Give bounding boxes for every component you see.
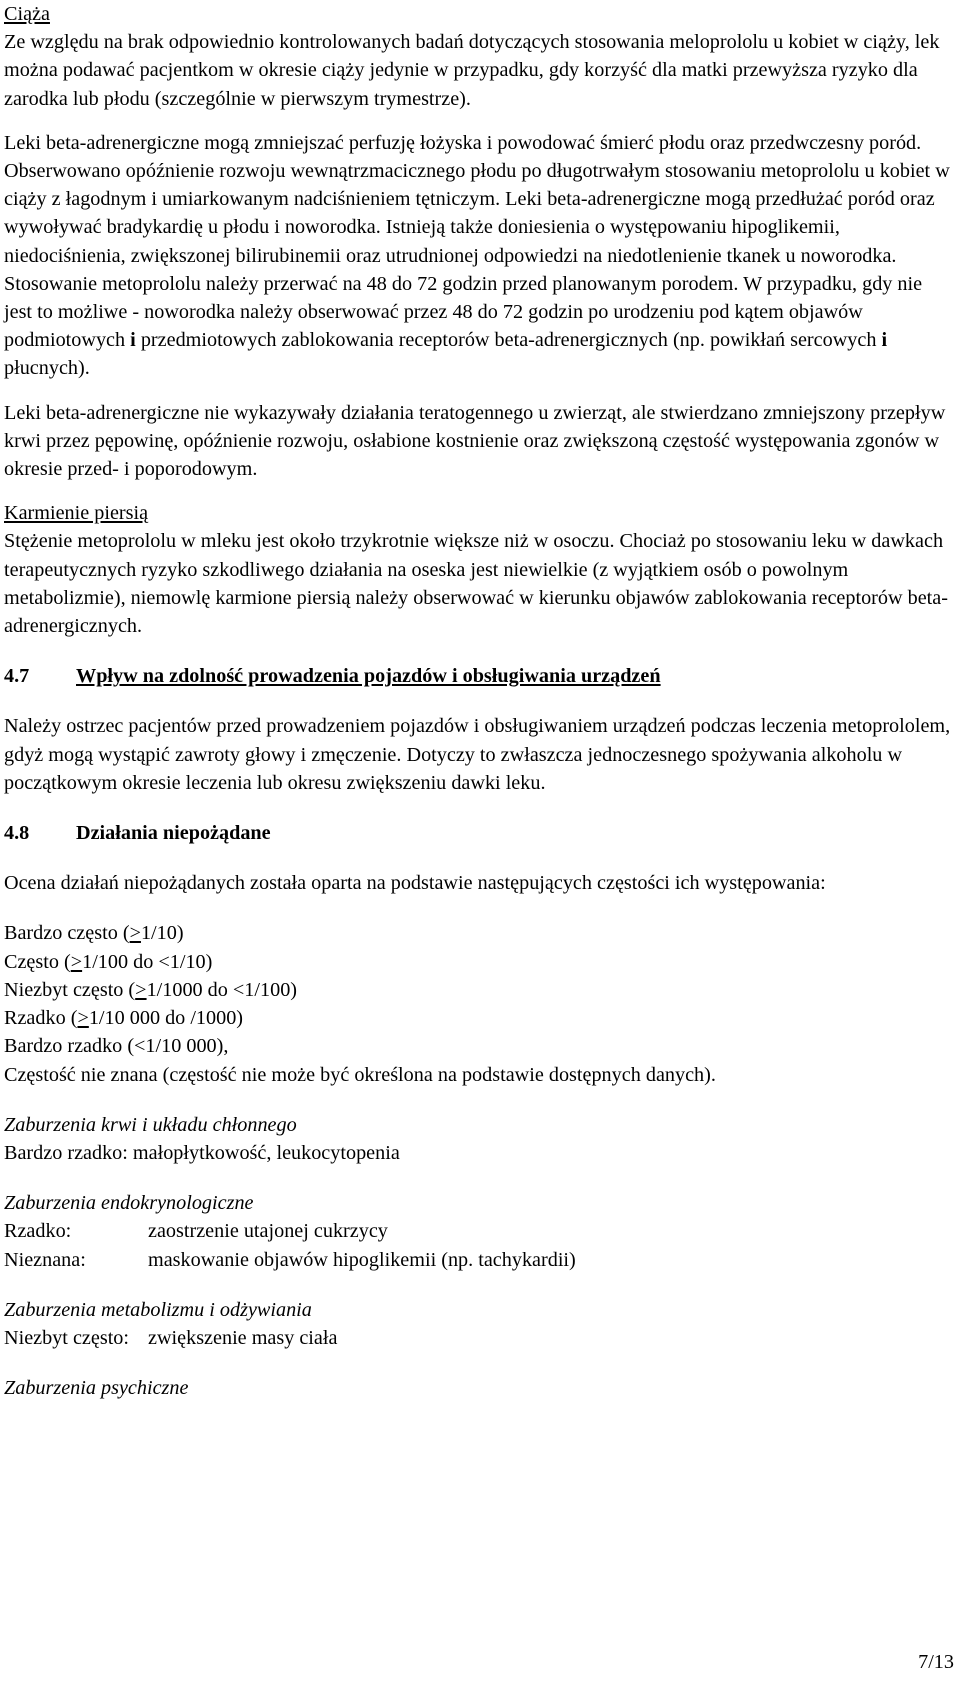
frequency-symbol: > — [135, 978, 147, 1001]
pregnancy-p2-bold-i-1: i — [130, 329, 136, 352]
frequency-label: Niezbyt często ( — [4, 978, 136, 1001]
frequency-label: Rzadko ( — [4, 1007, 78, 1030]
section-4-8-number: 4.8 — [4, 822, 30, 845]
pregnancy-p2-part-b: Obserwowano opóźnienie rozwoju wewnątrzmacicznego płodu po długotrwałym stosowaniu metoprololu u kobiet w ciąży z łagodnym i umiarkowanym nadciśnieniem tętniczym. Leki beta-adrenergiczne mogą przedłużać poród oraz wywoływać bradykardię u płodu i noworodka. Istnieją także doniesienia o występowaniu hipoglikemii, niedociśnienia, zwiększonej bilirubinemii oraz utrudnionej odpowiedzi na niedotlenienie tkanek u noworodka. Stosowanie metoprololu należy przerwać na 48 do 72 godzin przed planowanym porodem. W przypadku, gdy nie jest to możliwe - noworodka należy obserwować przez 48 do 72 godzin po urodzeniu pod kątem objawów podmiotowych — [4, 160, 950, 352]
endocrine-effect: zaostrzenie utajonej cukrzycy — [148, 1220, 388, 1243]
endocrine-row — [4, 1217, 952, 1245]
page-number: 7/13 — [918, 1651, 954, 1673]
metabolism-heading: Zaburzenia metabolizmu i odżywiania — [4, 1298, 312, 1321]
frequency-item — [4, 976, 952, 1004]
blood-heading: Zaburzenia krwi i układu chłonnego — [4, 1113, 297, 1136]
frequency-label: Często ( — [4, 950, 71, 973]
section-4-8-title: Działania niepożądane — [76, 822, 271, 845]
frequency-item — [4, 1004, 952, 1032]
pregnancy-p2-part-c: przedmiotowych zablokowania receptorów beta-adrenergicznych (np. powikłań sercowych — [135, 329, 882, 352]
frequency-range: 1/1000 do <1/100) — [146, 978, 298, 1001]
pregnancy-paragraph-2 — [4, 129, 952, 383]
psychiatric-heading: Zaburzenia psychiczne — [4, 1377, 189, 1400]
blood-line: Bardzo rzadko: małopłytkowość, leukocytopenia — [4, 1141, 400, 1164]
section-4-8-intro: Ocena działań niepożądanych została oparta na podstawie następujących częstości ich występowania: — [4, 872, 826, 895]
pregnancy-paragraph-3: Leki beta-adrenergiczne nie wykazywały działania teratogennego u zwierząt, ale stwierdzano zmniejszony przepływ krwi przez pępowinę, opóźnienie rozwoju, osłabione kostnienie oraz zwiększoną częstość występowania zgonów w okresie przed- i poporodowym. — [4, 401, 946, 481]
frequency-symbol: > — [77, 1007, 89, 1030]
endocrine-effect: maskowanie objawów hipoglikemii (np. tachykardii) — [148, 1248, 576, 1271]
frequency-item — [4, 1032, 952, 1060]
frequency-item — [4, 948, 952, 976]
frequency-label: Częstość nie znana (częstość nie może być określona na podstawie dostępnych danych). — [4, 1063, 716, 1086]
frequency-item — [4, 1061, 952, 1089]
frequency-label: Bardzo często ( — [4, 922, 130, 945]
pregnancy-p2-bold-i-2: i — [881, 329, 888, 352]
frequency-range: 1/100 do <1/10) — [82, 950, 213, 973]
frequency-list — [4, 919, 952, 1088]
metabolism-effect: zwiększenie masy ciała — [148, 1326, 338, 1349]
endocrine-row — [4, 1246, 952, 1274]
section-4-7-heading — [4, 662, 952, 690]
endocrine-frequency: Nieznana: — [4, 1248, 86, 1271]
breastfeeding-paragraph: Stężenie metoprololu w mleku jest około trzykrotnie większe niż w osoczu. Chociaż po stosowaniu leku w dawkach terapeutycznych ryzyko szkodliwego działania na oseska jest niewielkie (z wyjątkiem osób o powolnym metabolizmie), niemowlę karmione piersią należy obserwować w kierunku objawów zablokowania receptorów beta-adrenergicznych. — [4, 530, 948, 638]
metabolism-row — [4, 1324, 952, 1352]
frequency-symbol: > — [70, 950, 83, 973]
frequency-range: 1/10 000 do /1000) — [88, 1007, 244, 1030]
frequency-symbol: > — [129, 922, 141, 945]
endocrine-heading: Zaburzenia endokrynologiczne — [4, 1192, 254, 1215]
pregnancy-p2-sentence-1: Leki beta-adrenergiczne mogą zmniejszać perfuzję łożyska i powodować śmierć płodu oraz przedwczesny poród. — [4, 131, 922, 154]
pregnancy-heading: Ciąża — [4, 3, 50, 25]
section-4-7-title: Wpływ na zdolność prowadzenia pojazdów i obsługiwania urządzeń — [76, 665, 661, 688]
frequency-range: 1/10) — [140, 922, 184, 945]
section-4-7-number: 4.7 — [4, 665, 30, 688]
frequency-label: Bardzo rzadko (<1/10 000), — [4, 1035, 229, 1058]
pregnancy-paragraph-1: Ze względu na brak odpowiednio kontrolowanych badań dotyczących stosowania meloprololu u kobiet w ciąży, lek można podawać pacjentkom w okresie ciąży jedynie w przypadku, gdy korzyść dla matki przewyższa ryzyko dla zarodka lub płodu (szczególnie w pierwszym trymestrze). — [4, 31, 940, 110]
pregnancy-p2-part-d: płucnych). — [4, 357, 90, 380]
endocrine-frequency: Rzadko: — [4, 1220, 72, 1243]
breastfeeding-heading: Karmienie piersią — [4, 502, 149, 525]
section-4-8-heading — [4, 819, 952, 847]
section-4-7-paragraph: Należy ostrzec pacjentów przed prowadzeniem pojazdów i obsługiwaniem urządzeń podczas leczenia metoprololem, gdyż mogą wystąpić zawroty głowy i zmęczenie. Dotyczy to zwłaszcza jednoczesnego spożywania alkoholu w początkowym okresie leczenia lub okresu zwiększeniu dawki leku. — [4, 715, 951, 794]
metabolism-frequency: Niezbyt często: — [4, 1326, 129, 1349]
document-page — [4, 0, 952, 1402]
frequency-item — [4, 919, 952, 947]
